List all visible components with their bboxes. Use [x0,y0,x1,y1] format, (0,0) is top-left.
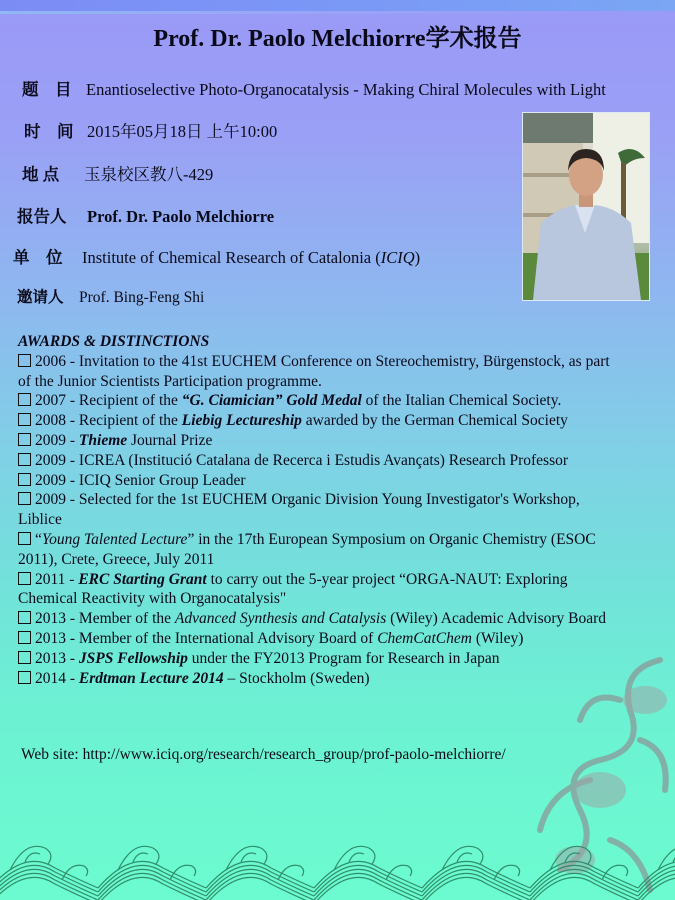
award-emphasis: JSPS Fellowship [78,649,188,667]
wave-line [98,873,206,900]
awards-section [18,332,618,688]
checkbox-icon [18,492,31,505]
award-text: “ [35,530,42,548]
checkbox-icon [18,453,31,466]
award-item [18,471,618,491]
wave-border-icon [0,840,675,900]
checkbox-icon [18,671,31,684]
award-text: 2013 - [35,649,79,667]
time-row [24,118,277,142]
host-row [17,285,204,307]
wave-line [314,869,422,896]
award-emphasis: “G. Ciamician” Gold Medal [181,392,362,410]
award-item [18,352,618,392]
wave-line [422,873,530,900]
award-emphasis: Thieme [78,431,128,449]
award-text: 2014 - [35,669,79,687]
checkbox-icon [18,413,31,426]
award-emphasis: Young Talented Lecture [41,530,188,548]
award-item [18,609,618,629]
award-text-tail: ” in the 17th European Symposium on Organic Chemistry (ESOC 2011), Crete, Greece, July 2011 [18,530,596,568]
checkbox-icon [18,631,31,644]
checkbox-icon [18,651,31,664]
time-label: 时 间 [24,122,74,141]
award-text: 2013 - Member of the International Advisory Board of [35,629,378,647]
affiliation-row [13,244,420,268]
award-text: 2006 - Invitation to the 41st EUCHEM Conference on Stereochemistry, Bürgenstock, as part of the Junior Scientists Participation programme. [18,352,610,390]
title-suffix: 学术报告 [425,26,522,52]
checkbox-icon [18,572,31,585]
award-text: 2009 - ICREA (Institució Catalana de Recerca i Estudis Avançats) Research Professor [35,451,569,469]
affiliation-value: Institute of Chemical Research of Catalonia ( [82,248,381,267]
speaker-label: 报告人 [17,207,67,226]
topic-value: Enantioselective Photo-Organocatalysis - Making Chiral Molecules with Light [86,80,606,99]
checkbox-icon [18,532,31,545]
host-label: 邀请人 [17,289,64,306]
award-item [18,490,618,530]
award-item [18,530,618,570]
wave-line [98,869,206,896]
speaker-row [17,203,274,227]
page-title [0,18,675,53]
award-item [18,391,618,411]
award-text: 2009 - [35,431,79,449]
time-value: 2015年05月18日 上午10:00 [87,122,278,141]
award-item [18,411,618,431]
award-text-tail: – Stockholm (Sweden) [223,669,370,687]
topic-label: 题 目 [22,80,72,99]
award-text-tail: of the Italian Chemical Society. [361,392,562,410]
wave-line [638,877,675,900]
award-text: 2007 - Recipient of the [35,392,182,410]
checkbox-icon [18,611,31,624]
host-value: Prof. Bing-Feng Shi [79,289,205,306]
award-emphasis: ERC Starting Grant [78,570,207,588]
affiliation-label: 单 位 [13,248,63,267]
wave-line [530,869,638,896]
award-item [18,451,618,471]
affiliation-abbr: ICIQ [380,248,415,267]
award-text-tail: under the FY2013 Program for Research in Japan [187,649,500,667]
award-item [18,431,618,451]
award-text-tail: (Wiley) Academic Advisory Board [386,610,607,628]
wave-line [206,873,314,900]
speaker-photo [522,112,650,301]
award-emphasis: ChemCatChem [377,629,472,647]
affiliation-close: ) [414,248,421,267]
award-text: 2009 - ICIQ Senior Group Leader [35,471,246,489]
awards-heading: AWARDS & DISTINCTIONS [18,333,210,350]
wave-line [206,869,314,896]
award-text-tail: (Wiley) [471,629,524,647]
speaker-value: Prof. Dr. Paolo Melchiorre [87,207,275,226]
portrait-illustration [523,113,649,300]
place-value: 玉泉校区教八-429 [84,165,214,184]
place-label: 地 点 [22,165,60,184]
award-item [18,570,618,610]
checkbox-icon [18,393,31,406]
checkbox-icon [18,433,31,446]
award-emphasis: Erdtman Lecture 2014 [78,669,224,687]
wave-line [314,873,422,900]
award-text: 2011 - [35,570,79,588]
wave-line [0,877,98,900]
award-text-tail: Journal Prize [127,431,213,449]
wave-line [0,873,98,900]
awards-list [18,352,618,689]
title-name: Prof. Dr. Paolo Melchiorre [153,26,426,52]
wave-line [422,869,530,896]
award-text: 2009 - Selected for the 1st EUCHEM Organic Division Young Investigator's Workshop, Liblice [18,491,580,529]
website-line: Web site: http://www.iciq.org/research/research_group/prof-paolo-melchiorre/ [21,746,506,763]
award-emphasis: Advanced Synthesis and Catalysis [174,610,387,628]
award-text: 2013 - Member of the [35,610,175,628]
place-row [22,161,213,185]
wave-line [530,873,638,900]
checkbox-icon [18,473,31,486]
top-band [0,0,675,13]
topic-row [22,76,606,100]
award-emphasis: Liebig Lectureship [181,412,302,430]
award-text: 2008 - Recipient of the [35,412,182,430]
award-text-tail: awarded by the German Chemical Society [301,412,568,430]
checkbox-icon [18,354,31,367]
award-text-tail: to carry out the 5-year project “ORGA-NAUT: Exploring Chemical Reactivity with Organocatalysis" [18,570,568,608]
